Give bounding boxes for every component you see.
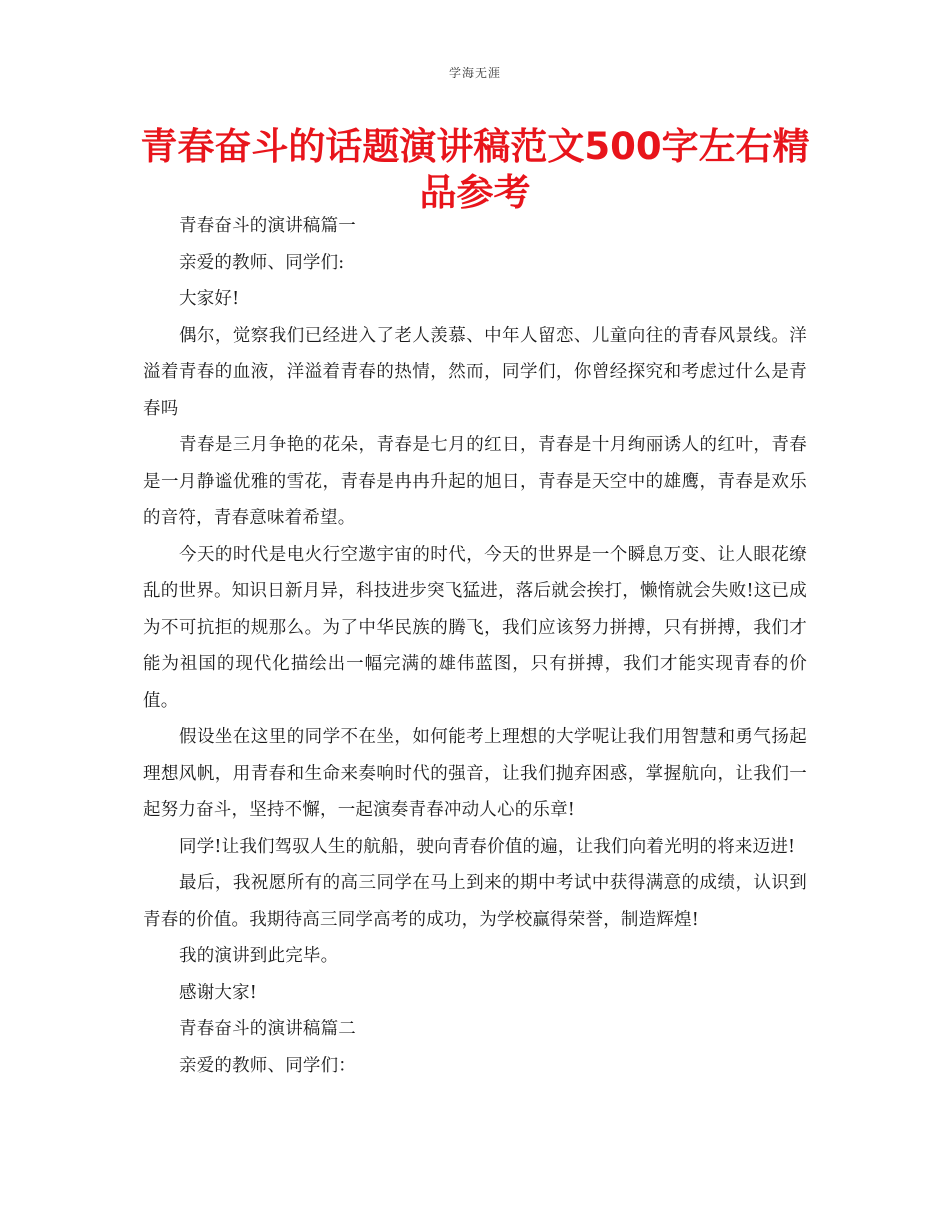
document-body <box>143 208 807 1084</box>
closing-line: 我的演讲到此完毕。 <box>179 946 339 966</box>
salutation: 亲爱的教师、同学们: <box>179 252 345 273</box>
paragraph: 青春是三月争艳的花朵，青春是七月的红日，青春是十月绚丽诱人的红叶，青春是一月静谧优雅的雪花，青春是冉冉升起的旭日，青春是天空中的雄鹰，青春是欢乐的音符，青春意味着希望。 <box>143 435 807 528</box>
salutation: 亲爱的教师、同学们： <box>179 1055 356 1076</box>
greeting: 大家好! <box>179 289 240 309</box>
paragraph: 偶尔，觉察我们已经进入了老人羡慕、中年人留恋、儿童向往的青春风景线。洋溢着青春的血液，洋溢着青春的热情，然而，同学们，你曾经探究和考虑过什么是青春吗 <box>143 325 807 419</box>
document-title: 青春奋斗的话题演讲稿范文500字左右精品参考 <box>140 125 810 214</box>
paragraph: 假设坐在这里的同学不在坐，如何能考上理想的大学呢让我们用智慧和勇气扬起理想风帆，用青春和生命来奏响时代的强音，让我们抛弃困惑，掌握航向，让我们一起努力奋斗，坚持不懈，一起演奏青春冲动人心的乐章! <box>143 727 807 820</box>
paragraph: 同学!让我们驾驭人生的航船，驶向青春价值的遍，让我们向着光明的将来迈进! <box>179 836 796 857</box>
running-header: 学海无涯 <box>448 66 501 80</box>
section-heading-2: 青春奋斗的演讲稿篇二 <box>179 1019 356 1039</box>
section-heading-1: 青春奋斗的演讲稿篇一 <box>179 216 356 236</box>
thanks-line: 感谢大家! <box>179 982 258 1003</box>
paragraph: 今天的时代是电火行空遨宇宙的时代，今天的世界是一个瞬息万变、让人眼花缭乱的世界。知识日新月异，科技进步突飞猛进，落后就会挨打，懒惰就会失败!这已成为不可抗拒的规那么。为了中华民族的腾飞，我们应该努力拼搏，只有拼搏，我们才能为祖国的现代化描绘出一幅完满的雄伟蓝图，只有拼搏，我们才能实现青春的价值。 <box>143 544 807 711</box>
paragraph: 最后，我祝愿所有的高三同学在马上到来的期中考试中获得满意的成绩，认识到青春的价值。我期待高三同学高考的成功，为学校赢得荣誉，制造辉煌! <box>143 873 807 930</box>
